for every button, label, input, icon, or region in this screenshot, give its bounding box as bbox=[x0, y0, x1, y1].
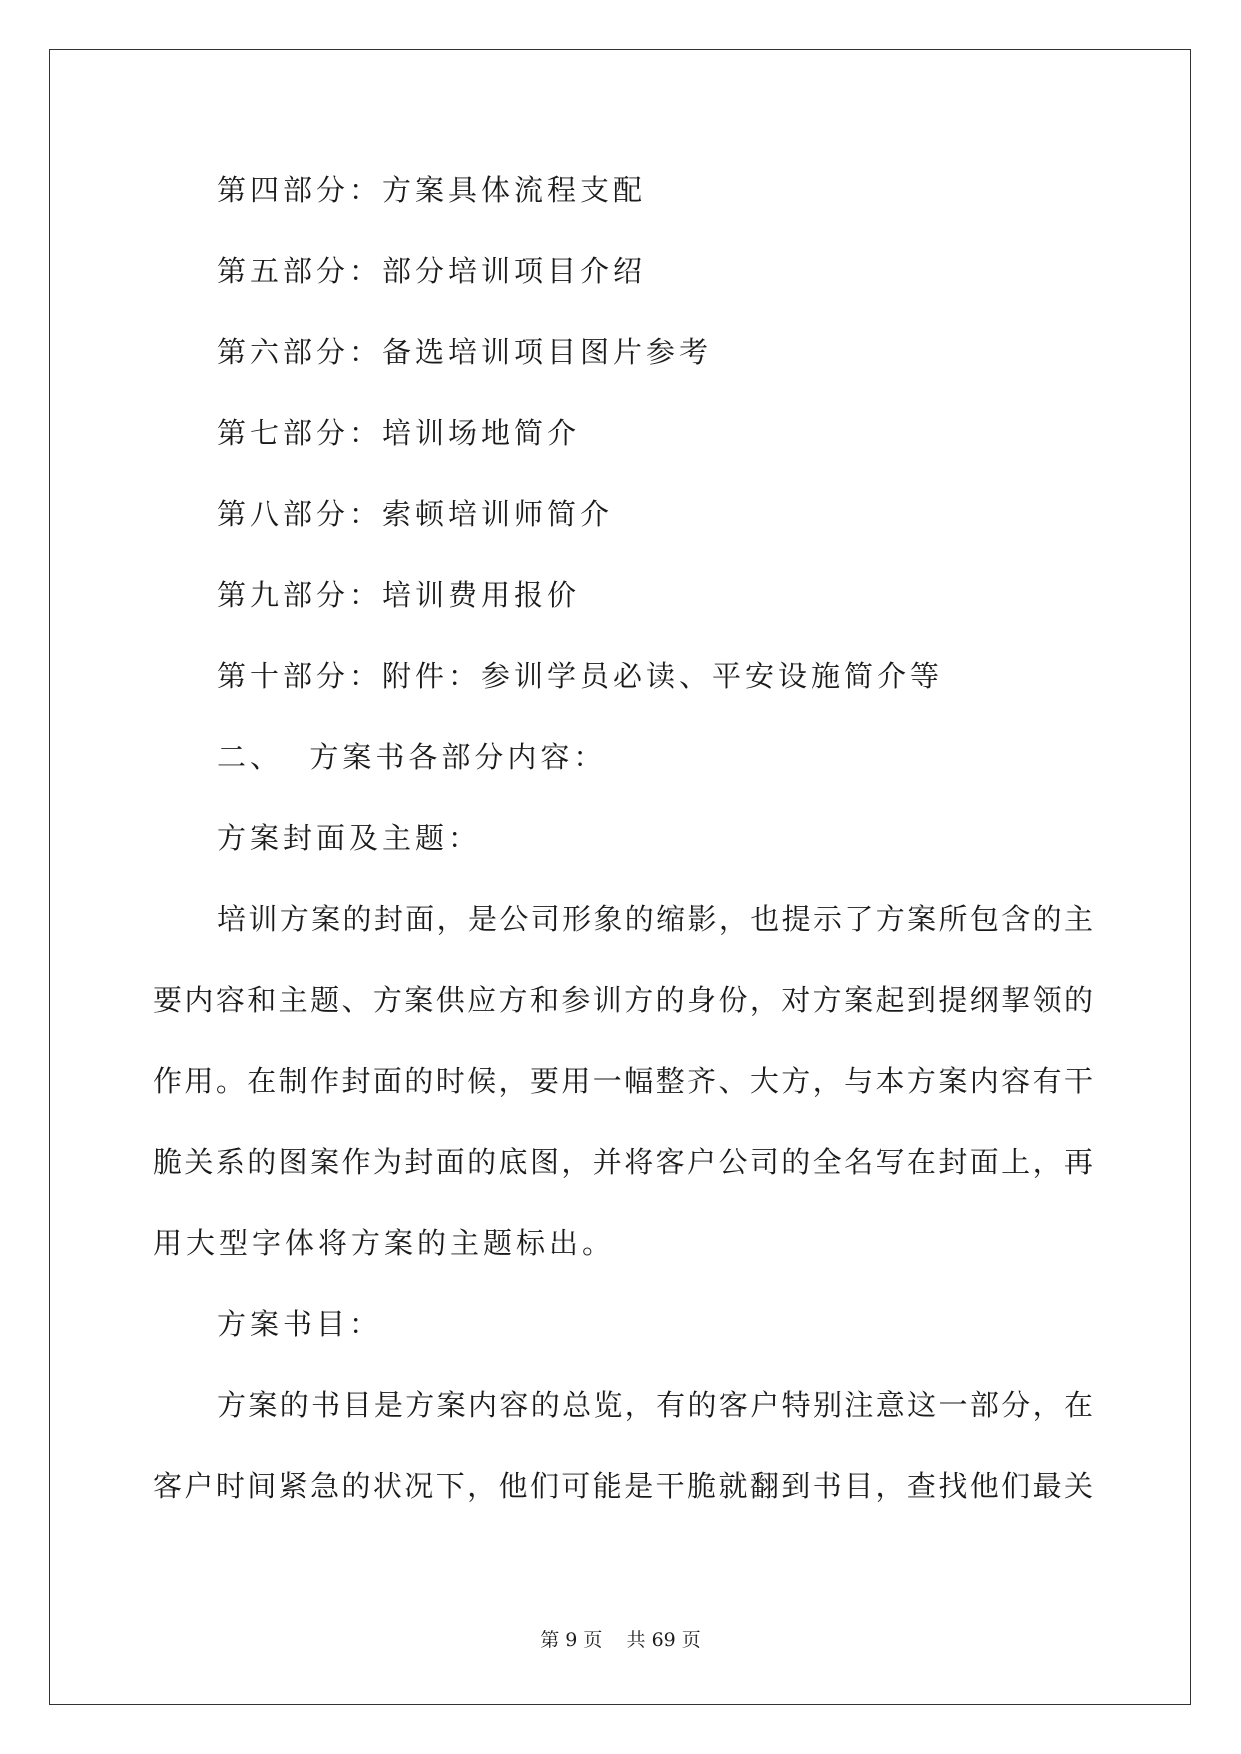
toc-item: 第九部分：培训费用报价 bbox=[217, 578, 581, 612]
page-footer bbox=[0, 1627, 1241, 1653]
paragraph-line: 作用。在制作封面的时候，要用一幅整齐、大方，与本方案内容有干 bbox=[153, 1064, 1093, 1098]
section-heading: 二、 方案书各部分内容： bbox=[217, 740, 607, 774]
paragraph-line: 客户时间紧急的状况下，他们可能是干脆就翻到书目，查找他们最关 bbox=[153, 1469, 1093, 1503]
page-number: 第 9 页 共 69 页 bbox=[540, 1629, 701, 1651]
page-border bbox=[49, 49, 1191, 1705]
paragraph-line: 用大型字体将方案的主题标出。 bbox=[153, 1226, 616, 1260]
paragraph-line: 要内容和主题、方案供应方和参训方的身份，对方案起到提纲挈领的 bbox=[153, 983, 1093, 1017]
toc-item: 第五部分：部分培训项目介绍 bbox=[217, 254, 647, 288]
cover-heading: 方案封面及主题： bbox=[217, 821, 482, 855]
toc-item: 第八部分：索顿培训师简介 bbox=[217, 497, 614, 531]
toc-heading: 方案书目： bbox=[217, 1307, 383, 1341]
toc-item: 第十部分：附件：参训学员必读、平安设施简介等 bbox=[217, 659, 944, 693]
paragraph-line: 方案的书目是方案内容的总览，有的客户特别注意这一部分，在 bbox=[217, 1388, 1093, 1422]
paragraph-line: 培训方案的封面，是公司形象的缩影，也提示了方案所包含的主 bbox=[217, 902, 1093, 936]
toc-item: 第四部分：方案具体流程支配 bbox=[217, 173, 647, 207]
paragraph-line: 脆关系的图案作为封面的底图，并将客户公司的全名写在封面上，再 bbox=[153, 1145, 1093, 1179]
toc-item: 第七部分：培训场地简介 bbox=[217, 416, 581, 450]
toc-item: 第六部分：备选培训项目图片参考 bbox=[217, 335, 713, 369]
